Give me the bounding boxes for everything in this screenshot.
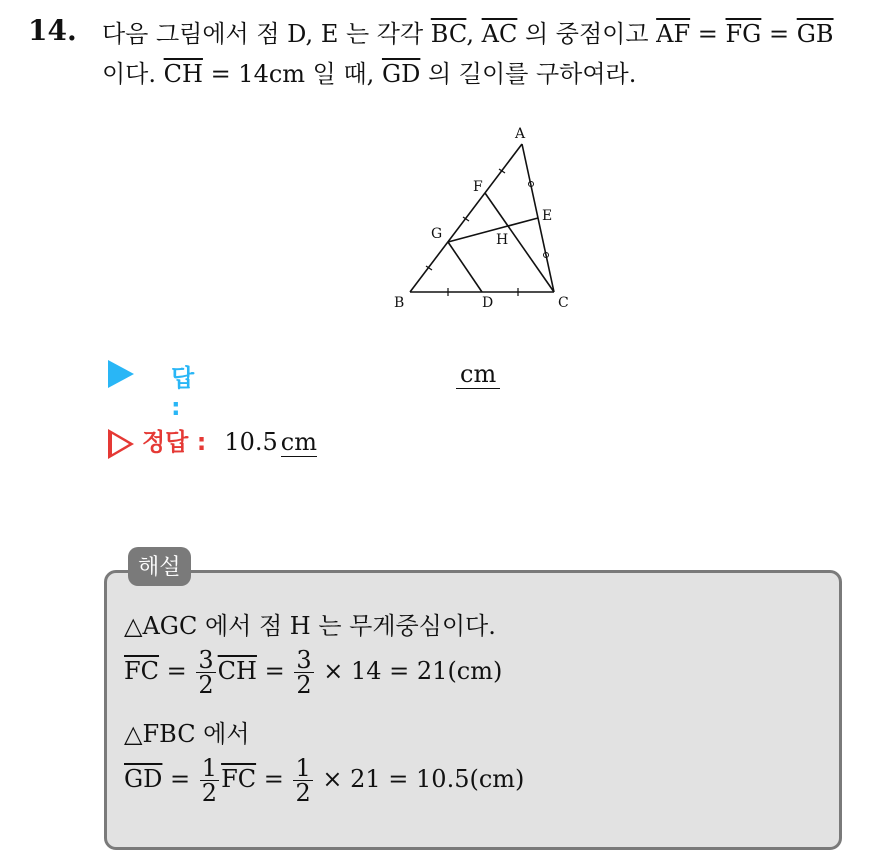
question-number: 14. xyxy=(28,14,77,47)
question-text xyxy=(102,14,872,94)
segment-bc: $\overline{BC}$ xyxy=(430,20,467,48)
correct-answer-row xyxy=(108,422,317,459)
equals-sign: = xyxy=(162,765,198,793)
question-text-part: 의 중점이고 xyxy=(517,20,657,48)
equals-sign: = xyxy=(256,765,292,793)
solution-text: × 14 = 21(cm) xyxy=(315,657,503,685)
fraction xyxy=(294,648,313,697)
segment-fc: $\overline{FC}$ xyxy=(124,657,160,685)
segment-gd: $\overline{GD}$ xyxy=(124,765,163,793)
denominator: 2 xyxy=(201,779,218,807)
point-label-e: E xyxy=(542,208,553,224)
question-text-part: = 14cm 일 때, xyxy=(202,60,382,88)
equals-sign: = xyxy=(761,20,797,48)
segment-gd: $\overline{GD}$ xyxy=(381,60,421,88)
segment-fg: $\overline{FG}$ xyxy=(725,20,762,48)
solution-line-1: △AGC 에서 점 H 는 무게중심이다. xyxy=(124,612,496,640)
solution-line-4 xyxy=(124,756,524,805)
fraction xyxy=(196,648,215,697)
vertex-label-b: B xyxy=(394,295,405,311)
correct-answer-value: 10.5 xyxy=(224,428,278,456)
answer-row xyxy=(108,358,497,421)
equals-sign: = xyxy=(159,657,195,685)
question-text-part: 이다. xyxy=(102,60,164,88)
point-label-d: D xyxy=(482,295,494,311)
point-label-f: F xyxy=(473,179,483,195)
vertex-label-c: C xyxy=(558,295,569,311)
correct-answer-label: 정답 : xyxy=(142,428,207,456)
play-arrow-icon xyxy=(108,360,134,388)
equals-sign: = xyxy=(256,657,293,685)
segment-ch: $\overline{CH}$ xyxy=(163,60,203,88)
numerator: 1 xyxy=(201,754,218,782)
point-label-h: H xyxy=(496,232,509,248)
numerator: 3 xyxy=(198,646,214,674)
solution-line-2 xyxy=(124,648,502,697)
segment-af: $\overline{AF}$ xyxy=(656,20,691,48)
solution-tag: 해설 xyxy=(128,547,191,586)
question-text-part: 의 길이를 구하여라. xyxy=(420,60,637,88)
segment-ch: $\overline{CH}$ xyxy=(217,657,257,685)
solution-line-3: △FBC 에서 xyxy=(124,720,250,748)
outline-arrow-icon xyxy=(108,429,134,459)
solution-text: × 21 = 10.5(cm) xyxy=(314,765,525,793)
point-label-g: G xyxy=(431,226,443,242)
numerator: 3 xyxy=(296,646,312,674)
segment-fc: $\overline{FC}$ xyxy=(221,765,257,793)
answer-blank-unit[interactable]: cm xyxy=(456,360,500,389)
vertex-label-a: A xyxy=(515,126,526,142)
correct-answer-unit: cm xyxy=(280,428,317,456)
triangle-figure xyxy=(386,118,586,318)
denominator: 2 xyxy=(295,779,311,807)
numerator: 1 xyxy=(295,754,311,782)
question-text-part: 다음 그림에서 점 D, E 는 각각 xyxy=(102,20,431,48)
fraction xyxy=(293,756,312,805)
equals-sign: = xyxy=(690,20,726,48)
fraction xyxy=(200,756,219,805)
question-text-part: , xyxy=(466,20,482,48)
answer-label: 답 : xyxy=(171,364,195,421)
segment-gb: $\overline{GB}$ xyxy=(796,20,834,48)
segment-ac: $\overline{AC}$ xyxy=(481,20,518,48)
denominator: 2 xyxy=(198,671,214,699)
denominator: 2 xyxy=(296,671,312,699)
